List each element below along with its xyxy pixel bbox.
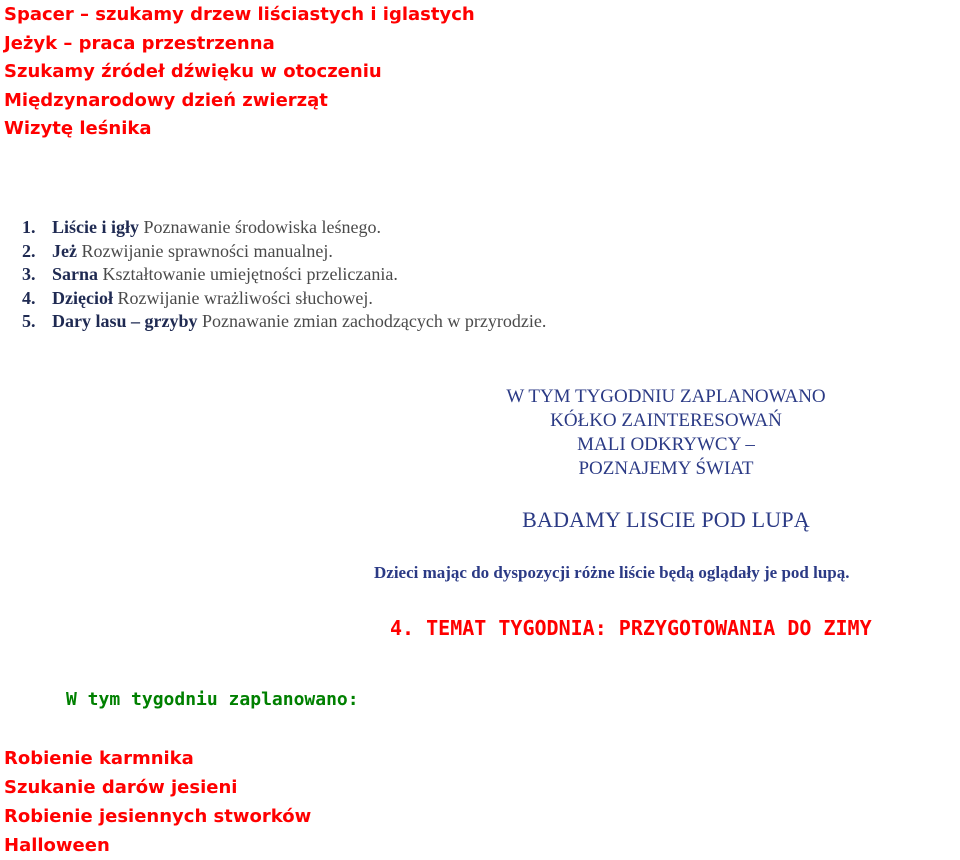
lesson-title: Dzięcioł	[52, 287, 113, 308]
lesson-number: 4.	[22, 287, 36, 308]
lesson-list	[22, 216, 546, 334]
lesson-number: 5.	[22, 311, 36, 331]
lesson-item	[22, 310, 546, 334]
activity-description: Dzieci mając do dyspozycji różne liście będą oglądały je pod lupą.	[374, 563, 850, 582]
list-item: Robienie jesiennych stworków	[4, 806, 312, 827]
lesson-description: Poznawanie zmian zachodzących w przyrodzie.	[202, 311, 547, 331]
lesson-description: Kształtowanie umiejętności przeliczania.	[102, 264, 398, 284]
lesson-description: Rozwijanie wrażliwości słuchowej.	[117, 287, 373, 308]
theme-title: 4. TEMAT TYGODNIA: PRZYGOTOWANIA DO ZIMY	[390, 616, 872, 640]
week-plan-line: W TYM TYGODNIU ZAPLANOWANO	[506, 386, 826, 407]
list-item: Halloween	[4, 835, 110, 856]
lesson-number: 1.	[22, 217, 36, 237]
week-plan-heading	[340, 385, 960, 481]
lesson-title: Jeż	[52, 240, 77, 261]
week-plan-line: KÓŁKO ZAINTERESOWAŃ	[550, 410, 782, 431]
list-item: Wizytę leśnika	[4, 118, 152, 139]
lesson-description: Poznawanie środowiska leśnego.	[143, 217, 381, 237]
lesson-number: 2.	[22, 240, 36, 261]
list-item: Międzynarodowy dzień zwierząt	[4, 89, 328, 111]
lesson-item	[22, 263, 546, 287]
list-item: Szukanie darów jesieni	[4, 777, 238, 798]
top-activity-list	[4, 1, 475, 144]
list-item: Jeżyk – praca przestrzenna	[4, 32, 275, 54]
lesson-title: Dary lasu – grzyby	[52, 311, 198, 331]
lesson-number: 3.	[22, 264, 36, 284]
week-plan-line: POZNAJEMY ŚWIAT	[578, 458, 754, 479]
plan-title: W tym tygodniu zaplanowano:	[66, 689, 359, 710]
list-item: Spacer – szukamy drzew liściastych i iglastych	[4, 4, 475, 25]
topic-heading: BADAMY LISCIE POD LUPĄ	[522, 507, 810, 532]
week-plan-line: MALI ODKRYWCY –	[577, 434, 755, 455]
lesson-title: Liście i igły	[52, 217, 139, 237]
list-item: Szukamy źródeł dźwięku w otoczeniu	[4, 61, 382, 82]
lesson-item	[22, 240, 546, 264]
lesson-item	[22, 216, 546, 240]
list-item: Robienie karmnika	[4, 748, 194, 769]
lesson-item	[22, 287, 546, 311]
lesson-title: Sarna	[52, 264, 99, 284]
lesson-description: Rozwijanie sprawności manualnej.	[81, 240, 333, 261]
bottom-activity-list	[4, 744, 311, 860]
